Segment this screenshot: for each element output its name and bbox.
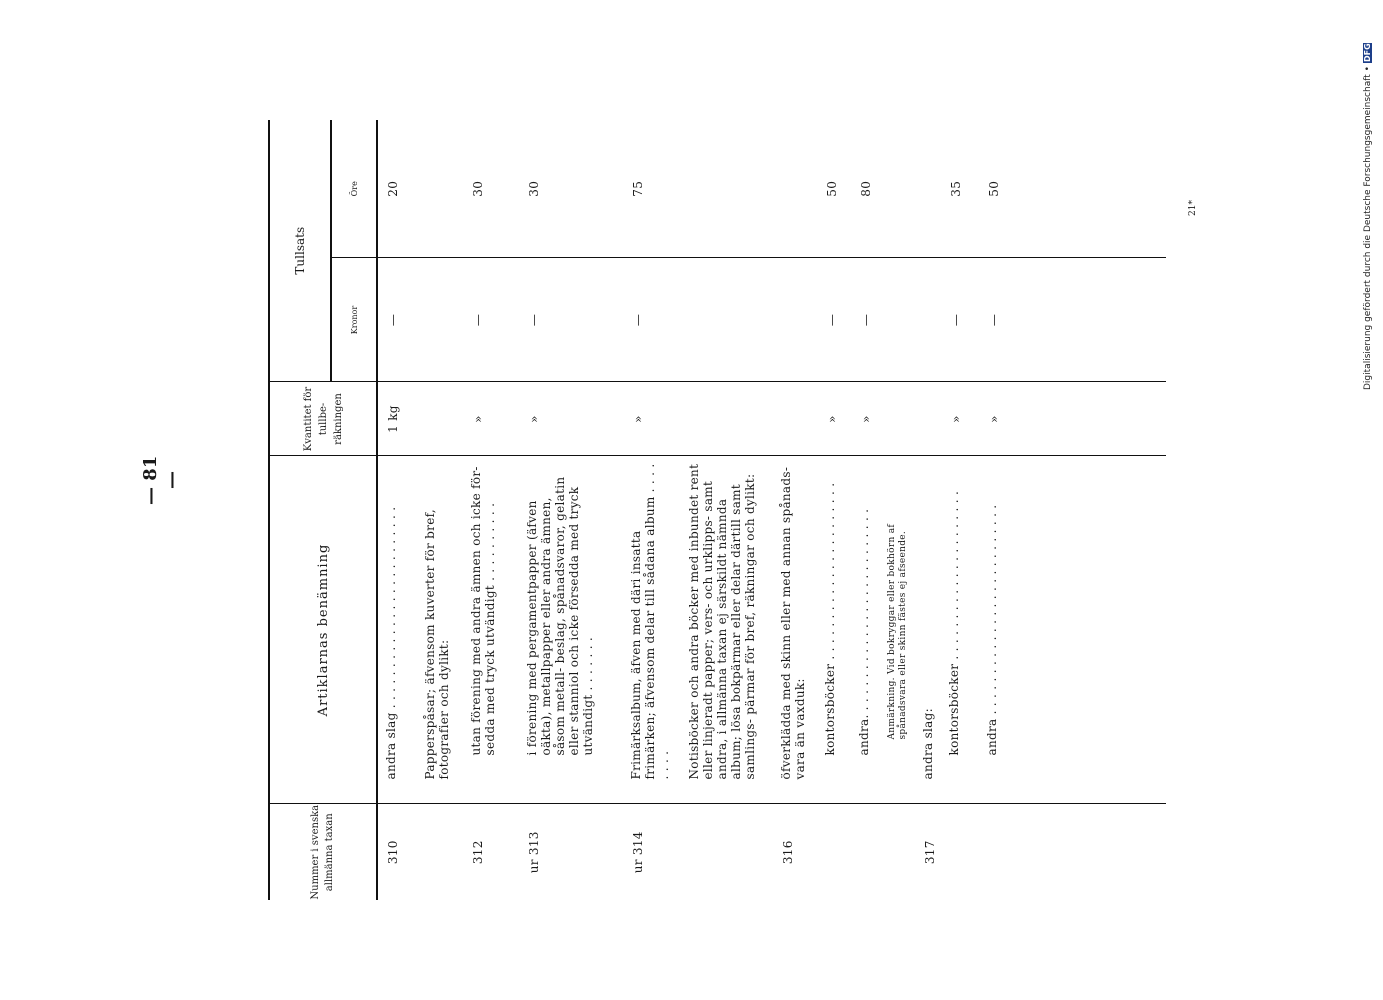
row-quantity: » bbox=[463, 382, 519, 456]
row-number: 316 bbox=[773, 804, 817, 900]
table-row bbox=[623, 120, 681, 900]
row-ore: 50 bbox=[987, 180, 1001, 197]
row-ore: 30 bbox=[527, 180, 541, 197]
row-quantity bbox=[915, 382, 941, 456]
row-number bbox=[979, 804, 1166, 900]
table-row bbox=[817, 120, 851, 900]
row-number: ur 314 bbox=[623, 804, 681, 900]
table-row bbox=[941, 120, 979, 900]
row-article: andra . . . . . . . . . . . . . . . . . . . . . . . . . . bbox=[979, 456, 1166, 804]
dfg-credit bbox=[1363, 10, 1379, 390]
row-ore bbox=[915, 120, 941, 258]
row-quantity: » bbox=[979, 382, 1166, 456]
header-quantity: Kvantitet för tullbe- räkningen bbox=[269, 382, 377, 456]
row-ore: 20 bbox=[386, 180, 400, 197]
table-row bbox=[681, 120, 773, 900]
header-article: Artiklarnas benämning bbox=[269, 456, 377, 804]
table-row bbox=[979, 120, 1166, 900]
row-ore bbox=[681, 120, 773, 258]
row-number: ur 313 bbox=[519, 804, 623, 900]
page-number: — 81 — bbox=[140, 455, 182, 505]
table-row bbox=[915, 120, 941, 900]
table-row bbox=[519, 120, 623, 900]
row-article: Papperspåsar; äfvensom kuverter för bref, fotografier och dylikt: bbox=[417, 456, 463, 804]
table-row bbox=[881, 120, 915, 900]
row-quantity: » bbox=[941, 382, 979, 456]
row-article: i förening med pergamentpapper (äfven oäkta), metallpapper eller andra ämnen, såsom metall- beslag, spånadsvaror, gelatin eller stanniol och icke försedda med tryck utvändigt . . . . . . . bbox=[519, 456, 623, 804]
row-number bbox=[881, 804, 915, 900]
table-row bbox=[377, 120, 417, 900]
row-number bbox=[817, 804, 851, 900]
row-kronor: — bbox=[519, 258, 623, 382]
row-quantity bbox=[681, 382, 773, 456]
table-row bbox=[463, 120, 519, 900]
header-kronor: Kronor bbox=[331, 258, 377, 382]
row-quantity: » bbox=[623, 382, 681, 456]
rotated-page bbox=[268, 120, 1166, 900]
row-quantity: » bbox=[817, 382, 851, 456]
row-kronor: — bbox=[851, 258, 881, 382]
dfg-logo: DFG bbox=[1363, 43, 1372, 63]
row-quantity bbox=[417, 382, 463, 456]
header-ore: Öre bbox=[331, 120, 377, 258]
row-article: Frimärksalbum, äfven med däri insatta frimärken; äfvensom delar till sådana album . . . . . . . . bbox=[623, 456, 681, 804]
row-ore: 75 bbox=[631, 180, 645, 197]
row-ore: 35 bbox=[949, 180, 963, 197]
row-article: kontorsböcker . . . . . . . . . . . . . . . . . . . . . . bbox=[817, 456, 851, 804]
row-quantity bbox=[773, 382, 817, 456]
row-quantity: 1 kg bbox=[377, 382, 417, 456]
row-note: Anmärkning. Vid bokryggar eller bokhörn af spånadsvara eller skinn fästes ej afseende. bbox=[881, 456, 915, 804]
table-row bbox=[417, 120, 463, 900]
row-number: 310 bbox=[377, 804, 417, 900]
row-article: öfverklädda med skinn eller med annan spånads- vara än vaxduk: bbox=[773, 456, 817, 804]
row-kronor: — bbox=[623, 258, 681, 382]
row-number bbox=[941, 804, 979, 900]
row-ore: 30 bbox=[471, 180, 485, 197]
row-article: andra slag: bbox=[915, 456, 941, 804]
row-quantity bbox=[881, 382, 915, 456]
row-ore: 50 bbox=[825, 180, 839, 197]
row-number: 317 bbox=[915, 804, 941, 900]
row-kronor bbox=[881, 258, 915, 382]
row-article: kontorsböcker . . . . . . . . . . . . . . . . . . . . . bbox=[941, 456, 979, 804]
row-article: andra. . . . . . . . . . . . . . . . . . . . . . . . . . bbox=[851, 456, 881, 804]
row-quantity: » bbox=[519, 382, 623, 456]
table-row bbox=[773, 120, 817, 900]
row-number: 312 bbox=[463, 804, 519, 900]
header-number: Nummer i svenska allmänna taxan bbox=[269, 804, 377, 900]
dfg-credit-text: Digitalisierung gefördert durch die Deutsche Forschungsgemeinschaft • bbox=[1363, 66, 1373, 390]
row-kronor bbox=[773, 258, 817, 382]
row-kronor bbox=[681, 258, 773, 382]
header-rate: Tullsats bbox=[269, 120, 331, 382]
row-article: Notisböcker och andra böcker med inbundet rent eller linjeradt papper; vers- och urklipps- samt andra, i allmänna taxan ej särskildt nämnda album; lösa bokpärmar eller delar därtill samt samlings- pärmar för bref, räkningar och dylikt: bbox=[681, 456, 773, 804]
row-number bbox=[681, 804, 773, 900]
row-quantity: » bbox=[851, 382, 881, 456]
row-article: andra slag . . . . . . . . . . . . . . . . . . . . . . . . . bbox=[377, 456, 417, 804]
row-number bbox=[417, 804, 463, 900]
row-kronor: — bbox=[941, 258, 979, 382]
row-kronor bbox=[915, 258, 941, 382]
row-ore: 80 bbox=[859, 180, 873, 197]
tariff-table bbox=[268, 120, 1166, 900]
row-kronor: — bbox=[817, 258, 851, 382]
row-ore bbox=[773, 120, 817, 258]
row-article: utan förening med andra ämnen och icke för- sedda med tryck utvändigt . . . . . . . . . . bbox=[463, 456, 519, 804]
row-ore bbox=[881, 120, 915, 258]
row-kronor bbox=[417, 258, 463, 382]
row-kronor: — bbox=[377, 258, 417, 382]
row-ore bbox=[417, 120, 463, 258]
signature-mark: 21* bbox=[1188, 200, 1198, 216]
row-kronor: — bbox=[463, 258, 519, 382]
row-kronor: — bbox=[979, 258, 1166, 382]
row-number bbox=[851, 804, 881, 900]
table-row bbox=[851, 120, 881, 900]
